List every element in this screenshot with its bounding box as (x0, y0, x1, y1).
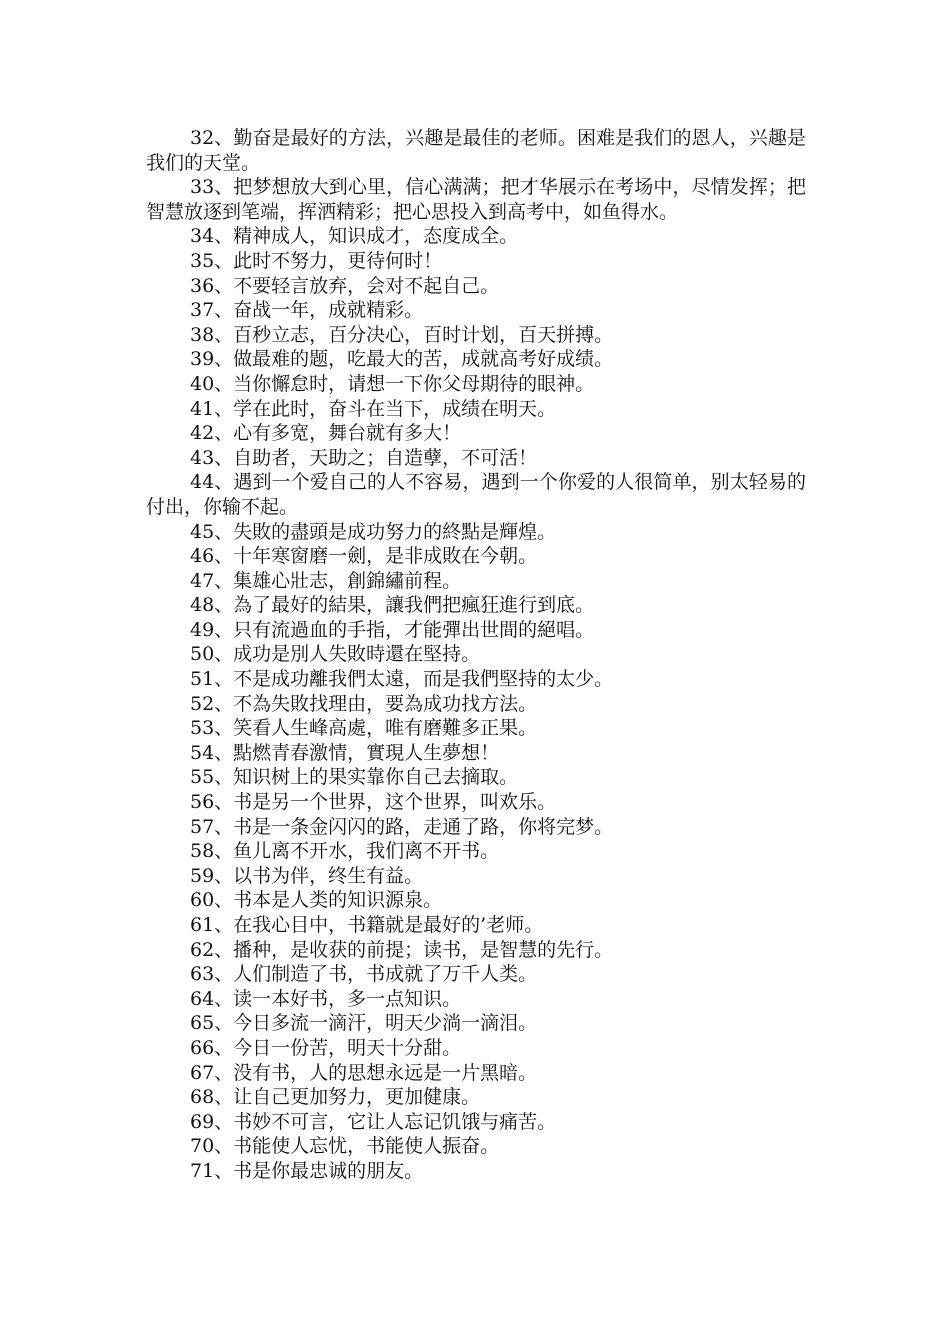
paragraph: 51、不是成功離我們太遠，而是我們堅持的太少。 (190, 668, 614, 691)
paragraph: 59、以书为伴，终生有益。 (190, 864, 424, 887)
paragraph: 35、此时不努力，更待何时！ (190, 249, 443, 272)
paragraph: 54、點燃青春激情，實現人生夢想！ (190, 741, 500, 764)
paragraph: 49、只有流過血的手指，才能彈出世間的絕唱。 (190, 618, 595, 641)
paragraph: 52、不為失敗找理由，要為成功找方法。 (190, 692, 538, 715)
paragraph: 43、自助者，天助之；自造孽，不可活！ (190, 446, 538, 469)
paragraph: 44、遇到一个爱自己的人不容易，遇到一个你爱的人很简单，别太轻易的付出，你输不起。 (146, 471, 806, 518)
paragraph: 45、失敗的盡頭是成功努力的終點是輝煌。 (190, 520, 557, 543)
paragraph: 33、把梦想放大到心里，信心满满；把才华展示在考场中，尽情发挥；把智慧放逐到笔端，挥洒精彩；把心思投入到高考中，如鱼得水。 (146, 176, 806, 223)
paragraph: 58、鱼儿离不开水，我们离不开书。 (190, 840, 500, 863)
paragraph: 32、勤奋是最好的方法，兴趣是最佳的老师。困难是我们的恩人，兴趣是我们的天堂。 (146, 127, 806, 174)
paragraph: 39、做最难的题，吃最大的苦，成就高考好成绩。 (190, 348, 614, 371)
paragraph: 55、知识树上的果实靠你自己去摘取。 (190, 766, 519, 789)
paragraph: 62、播种，是收获的前提；读书，是智慧的先行。 (190, 938, 614, 961)
paragraph: 48、為了最好的結果，讓我們把瘋狂進行到底。 (190, 594, 595, 617)
paragraph: 64、读一本好书，多一点知识。 (190, 987, 462, 1010)
paragraph: 50、成功是別人失敗時還在堅持。 (190, 643, 481, 666)
paragraph: 69、书妙不可言，它让人忘记饥饿与痛苦。 (190, 1110, 557, 1133)
paragraph: 36、不要轻言放弃，会对不起自己。 (190, 274, 500, 297)
paragraph: 37、奋战一年，成就精彩。 (190, 299, 424, 322)
paragraph: 65、今日多流一滴汗，明天少淌一滴泪。 (190, 1012, 538, 1035)
paragraph: 70、书能使人忘忧，书能使人振奋。 (190, 1135, 500, 1158)
paragraph: 63、人们制造了书，书成就了万千人类。 (190, 963, 538, 986)
document-body (146, 126, 806, 1184)
paragraph: 46、十年寒窗磨一劍，是非成敗在今朝。 (190, 545, 538, 568)
paragraph: 66、今日一份苦，明天十分甜。 (190, 1036, 462, 1059)
paragraph: 60、书本是人类的知识源泉。 (190, 889, 443, 912)
paragraph: 56、书是另一个世界，这个世界，叫欢乐。 (190, 791, 557, 814)
paragraph: 67、没有书，人的思想永远是一片黑暗。 (190, 1061, 538, 1084)
paragraph: 42、心有多宽，舞台就有多大！ (190, 422, 462, 445)
paragraph: 47、集雄心壯志，創錦繡前程。 (190, 569, 462, 592)
paragraph: 61、在我心目中，书籍就是最好的’老师。 (190, 914, 544, 936)
paragraph: 40、当你懈怠时，请想一下你父母期待的眼神。 (190, 372, 595, 395)
paragraph: 38、百秒立志，百分决心，百时计划，百天拼搏。 (190, 323, 614, 346)
paragraph: 34、精神成人，知识成才，态度成全。 (190, 225, 519, 248)
paragraph: 57、书是一条金闪闪的路，走通了路，你将完梦。 (190, 815, 614, 838)
paragraph: 41、学在此时，奋斗在当下，成绩在明天。 (190, 397, 557, 420)
paragraph: 71、书是你最忠诚的朋友。 (190, 1159, 424, 1182)
paragraph: 68、让自己更加努力，更加健康。 (190, 1086, 481, 1109)
paragraph: 53、笑看人生峰高處，唯有磨難多正果。 (190, 717, 538, 740)
